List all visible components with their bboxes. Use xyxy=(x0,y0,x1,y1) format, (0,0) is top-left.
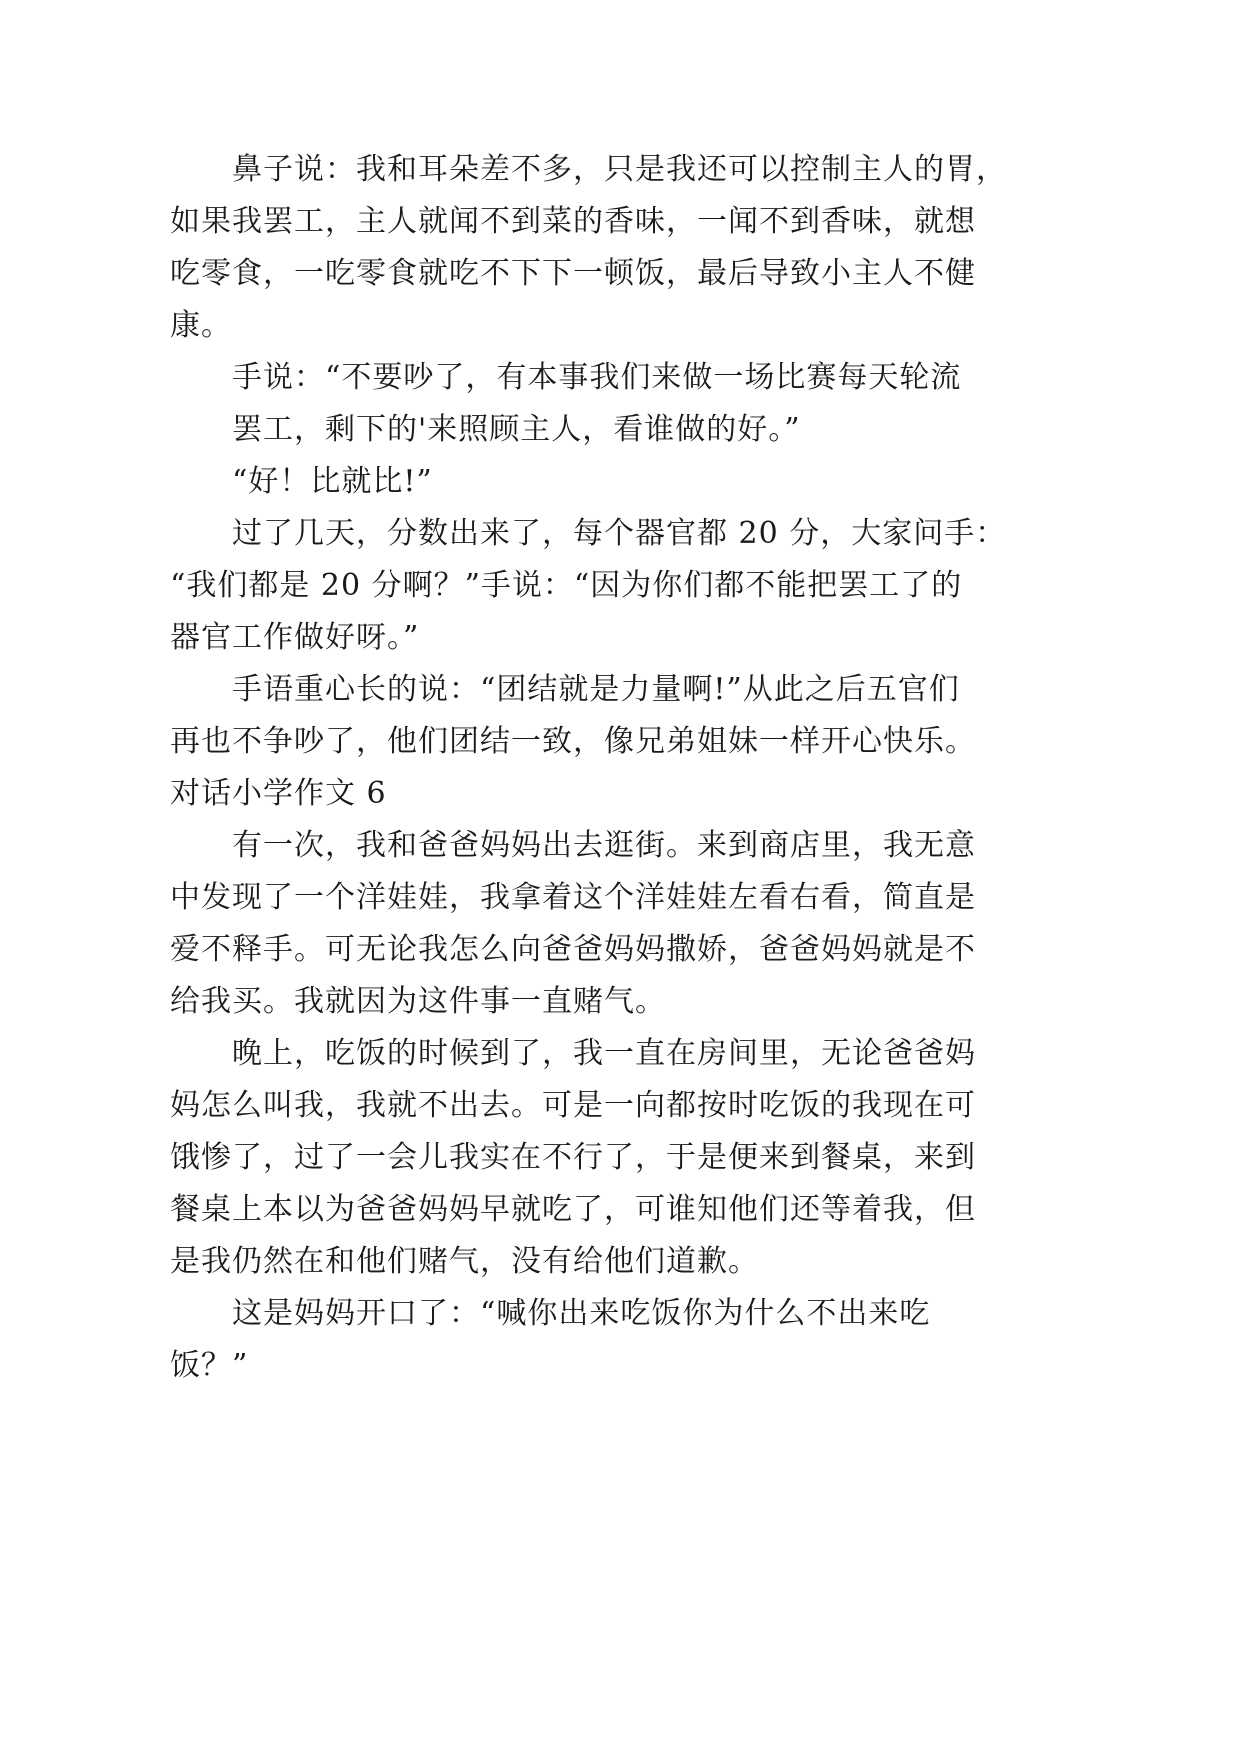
text-line: 中发现了一个洋娃娃，我拿着这个洋娃娃左看右看，简直是 xyxy=(170,880,976,915)
text-line: 如果我罢工，主人就闻不到菜的香味，一闻不到香味，就想 xyxy=(170,204,976,239)
text-line: 再也不争吵了，他们团结一致，像兄弟姐妹一样开心快乐。 xyxy=(170,724,976,759)
text-line: 吃零食，一吃零食就吃不下下一顿饭，最后导致小主人不健 xyxy=(170,256,976,291)
text-line: 爱不释手。可无论我怎么向爸爸妈妈撒娇，爸爸妈妈就是不 xyxy=(170,932,976,967)
text-line: 手语重心长的说：“团结就是力量啊!”从此之后五官们 xyxy=(232,672,960,707)
text-line: 餐桌上本以为爸爸妈妈早就吃了，可谁知他们还等着我，但 xyxy=(170,1192,976,1227)
text-line: 器官工作做好呀。” xyxy=(170,620,420,655)
text-line: 妈怎么叫我，我就不出去。可是一向都按时吃饭的我现在可 xyxy=(170,1088,976,1123)
text-line: 是我仍然在和他们赌气，没有给他们道歉。 xyxy=(170,1244,759,1279)
text-line: 饿惨了，过了一会儿我实在不行了，于是便来到餐桌，来到 xyxy=(170,1140,976,1175)
text-line: 晚上，吃饭的时候到了，我一直在房间里，无论爸爸妈 xyxy=(232,1036,976,1071)
section-heading: 对话小学作文 6 xyxy=(170,776,387,811)
text-line: “我们都是 20 分啊？”手说：“因为你们都不能把罢工了的 xyxy=(170,568,963,603)
text-line: 这是妈妈开口了：“喊你出来吃饭你为什么不出来吃 xyxy=(232,1296,931,1331)
text-line: 过了几天，分数出来了，每个器官都 20 分，大家问手： xyxy=(232,516,1007,551)
text-line: 饭？” xyxy=(170,1348,249,1383)
text-line: 有一次，我和爸爸妈妈出去逛街。来到商店里，我无意 xyxy=(232,828,976,863)
text-line: 手说：“不要吵了，有本事我们来做一场比赛每天轮流 xyxy=(232,360,962,395)
text-line: 鼻子说：我和耳朵差不多，只是我还可以控制主人的胃， xyxy=(232,152,1007,187)
text-line: “好！比就比!” xyxy=(232,464,433,499)
text-line: 康。 xyxy=(170,308,232,343)
text-line: 给我买。我就因为这件事一直赌气。 xyxy=(170,984,666,1019)
text-line: 罢工，剩下的'来照顾主人，看谁做的好。” xyxy=(232,412,801,447)
